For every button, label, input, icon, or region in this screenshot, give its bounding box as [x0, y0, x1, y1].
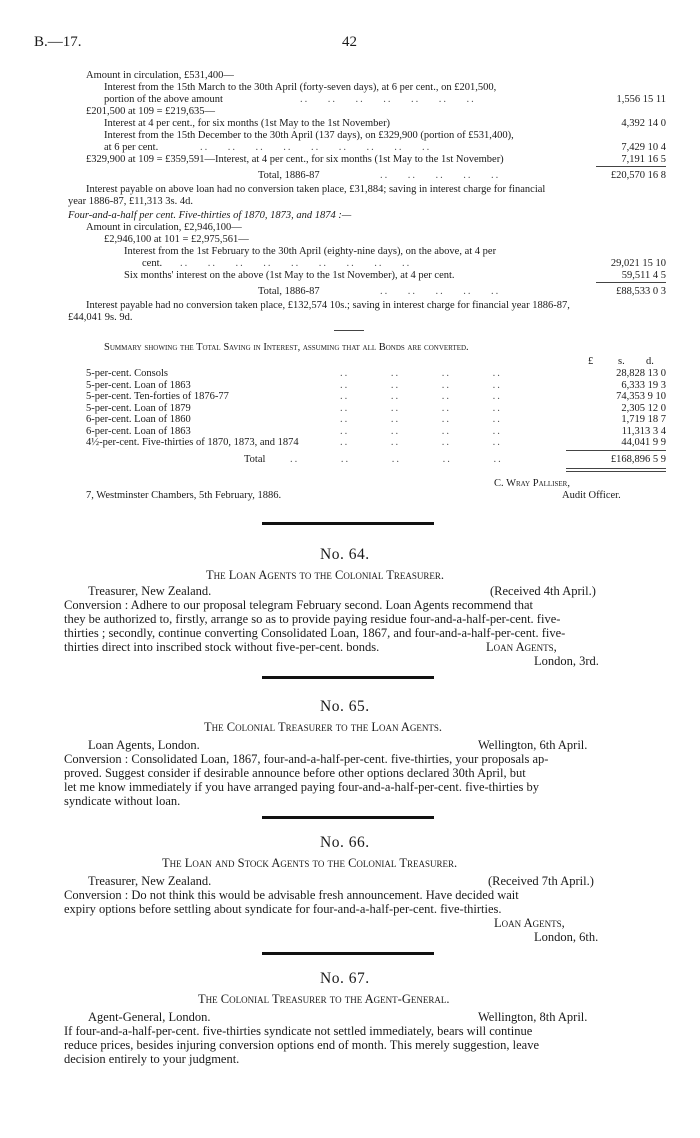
letter-line: they be authorized to, firstly, arrange so as to provide paying residue four-and-a-half-per-cent. five-	[64, 612, 561, 626]
amount-value: 4,392 14 0	[621, 118, 666, 129]
total-value: £20,570 16 8	[610, 170, 666, 181]
letter-signature: Loan Agents,	[486, 640, 557, 654]
summary-row-amount: 1,719 18 7	[621, 414, 666, 425]
letter-line: decision entirely to your judgment.	[64, 1052, 240, 1066]
col-shillings: s.	[618, 356, 625, 367]
letter-line: Conversion : Consolidated Loan, 1867, four-and-a-half-per-cent. five-thirties, your proposals ap-	[64, 752, 549, 766]
leader-dots: .. .. .. ..	[340, 402, 502, 414]
interest-line: Interest at 4 per cent., for six months (1st May to the 1st November)	[104, 118, 391, 129]
summary-title	[104, 342, 469, 354]
letter-line: let me know immediately if you have arranged paying four-and-a-half-per-cent. five-thirties by	[64, 780, 540, 794]
amount-value: 59,511 4 5	[621, 270, 666, 281]
total-value: £88,533 0 3	[616, 286, 666, 297]
letter-place: London, 3rd.	[534, 654, 599, 668]
letter-line: proved. Suggest consider if desirable announce before other options declared 30th April, but	[64, 766, 526, 780]
sum-rule	[566, 450, 666, 451]
interest-line: cent.	[142, 258, 163, 269]
paragraph-line: Interest payable had no conversion taken place, £132,574 10s.; saving in interest charge for financial year 1886-87,	[86, 300, 570, 311]
calculation-line: £2,946,100 at 101 = £2,975,561—	[104, 234, 249, 245]
summary-row-label: 5-per-cent. Loan of 1879	[86, 402, 191, 414]
summary-row-amount: 6,333 19 3	[621, 379, 666, 391]
letter-recipient: Treasurer, New Zealand.	[88, 584, 212, 598]
calculation-line: £329,900 at 109 = £359,591—Interest, at 4 per cent., for six months (1st May to the 1st November)	[86, 154, 504, 165]
leader-dots: .. .. .. ..	[340, 391, 502, 402]
amount-value: 7,191 16 5	[621, 154, 666, 165]
summary-row-label: 5-per-cent. Loan of 1863	[86, 379, 191, 391]
summary-total-value: £168,896 5 9	[610, 454, 666, 465]
page-number: 42	[342, 34, 357, 50]
letter-recipient: Loan Agents, London.	[88, 738, 200, 752]
section-rule	[262, 676, 434, 679]
letter-title: The Colonial Treasurer to the Agent-General.	[198, 992, 450, 1006]
letter-title: The Loan Agents to the Colonial Treasurer.	[206, 568, 445, 582]
interest-line: portion of the above amount	[104, 94, 223, 105]
summary-row-amount: 11,313 3 4	[621, 425, 666, 437]
section-rule	[262, 522, 434, 525]
leader-dots: .. .. .. ..	[340, 425, 502, 437]
summary-title-text: Summary showing the Total Saving in Interest, assuming that all Bonds are converted.	[104, 342, 469, 353]
letter-place: London, 6th.	[534, 930, 599, 944]
letter-number: No. 66.	[320, 834, 370, 851]
letter-received: Wellington, 6th April.	[478, 738, 588, 752]
summary-row-amount: 2,305 12 0	[621, 402, 666, 414]
short-divider	[334, 330, 364, 331]
summary-row-label: 5-per-cent. Consols	[86, 368, 169, 379]
interest-line: Six months' interest on the above (1st May to the 1st November), at 4 per cent.	[124, 270, 455, 281]
summary-row-amount: 44,041 9 9	[621, 437, 666, 448]
interest-line: Interest from the 15th December to the 30th April (137 days), on £329,900 (portion of £531,400),	[104, 130, 514, 141]
letter-signature: Loan Agents,	[494, 916, 565, 930]
summary-row-label: 4½-per-cent. Five-thirties of 1870, 1873, and 1874	[86, 437, 299, 448]
address-line: 7, Westminster Chambers, 5th February, 1886.	[86, 490, 282, 501]
letter-number: No. 65.	[320, 698, 370, 715]
paragraph-line: Interest payable on above loan had no conversion taken place, £31,884; saving in interest charge for financial	[86, 184, 546, 195]
amount-value: 1,556 15 11	[616, 94, 666, 105]
amount-value: 7,429 10 4	[621, 142, 666, 153]
letter-title: The Loan and Stock Agents to the Colonial Treasurer.	[162, 856, 458, 870]
total-label: Total, 1886-87	[258, 286, 320, 297]
leader-dots: .. .. .. ..	[340, 379, 502, 391]
total-label: Total, 1886-87	[258, 170, 320, 181]
summary-row-label: 6-per-cent. Loan of 1860	[86, 414, 191, 425]
sum-rule	[596, 166, 666, 167]
interest-line: Interest from the 1st February to the 30th April (eighty-nine days), on the above, at 4 per	[124, 246, 497, 257]
interest-line: Interest from the 15th March to the 30th April (forty-seven days), at 6 per cent., on £201,500,	[104, 82, 497, 93]
summary-total-label: Total	[244, 454, 266, 465]
letter-line: Conversion : Do not think this would be advisable fresh announcement. Have decided wait	[64, 888, 519, 902]
letter-recipient: Agent-General, London.	[88, 1010, 211, 1024]
leader-dots: .. .. .. .. .. .. ..	[300, 94, 476, 105]
paragraph-line: £44,041 9s. 9d.	[68, 312, 133, 323]
letter-received: Wellington, 8th April.	[478, 1010, 588, 1024]
letter-line: thirties ; secondly, continue converting Consolidated Loan, 1867, and four-and-a-half-per-cent. five-	[64, 626, 566, 640]
section-rule	[262, 952, 434, 955]
calculation-line: £201,500 at 109 = £219,635—	[86, 106, 215, 117]
document-code: B.—17.	[34, 34, 82, 50]
double-rule	[566, 468, 666, 469]
leader-dots: .. .. .. ..	[340, 437, 502, 448]
letter-line: Conversion : Adhere to our proposal telegram February second. Loan Agents recommend that	[64, 598, 533, 612]
amount-value: 29,021 15 10	[610, 258, 666, 269]
letter-recipient: Treasurer, New Zealand.	[88, 874, 212, 888]
interest-line: at 6 per cent.	[104, 142, 159, 153]
signer-name: C. Wray Palliser,	[494, 478, 570, 489]
letter-line: If four-and-a-half-per-cent. five-thirties syndicate not settled immediately, bears will continue	[64, 1024, 533, 1038]
signer-title: Audit Officer.	[562, 490, 621, 501]
section-rule	[262, 816, 434, 819]
letter-number: No. 64.	[320, 546, 370, 563]
summary-row-label: 6-per-cent. Loan of 1863	[86, 425, 191, 437]
letter-line: expiry options before settling about syndicate for four-and-a-half-per-cent. five-thirties.	[64, 902, 502, 916]
letter-line: syndicate without loan.	[64, 794, 181, 808]
double-rule	[566, 471, 666, 472]
summary-row-amount: 74,353 9 10	[616, 391, 666, 402]
letter-number: No. 67.	[320, 970, 370, 987]
letter-title: The Colonial Treasurer to the Loan Agents.	[204, 720, 443, 734]
leader-dots: .. .. .. .. ..	[380, 286, 501, 297]
summary-row-label: 5-per-cent. Ten-forties of 1876-77	[86, 391, 229, 402]
summary-row-amount: 28,828 13 0	[616, 368, 666, 379]
letter-line: thirties direct into inscribed stock without five-per-cent. bonds.	[64, 640, 380, 654]
circulation-line: Amount in circulation, £531,400—	[86, 70, 234, 81]
col-pounds: £	[588, 356, 594, 367]
leader-dots: .. .. .. .. .. .. .. .. ..	[200, 142, 432, 153]
col-pence: d.	[646, 356, 654, 367]
sum-rule	[596, 282, 666, 283]
leader-dots: .. .. .. .. ..	[290, 454, 503, 465]
leader-dots: .. .. .. .. .. .. .. .. ..	[180, 258, 412, 269]
leader-dots: .. .. .. ..	[340, 368, 502, 379]
paragraph-line: year 1886-87, £11,313 3s. 4d.	[68, 196, 194, 207]
circulation-line: Amount in circulation, £2,946,100—	[86, 222, 242, 233]
leader-dots: .. .. .. .. ..	[380, 170, 501, 181]
letter-line: reduce prices, besides injuring conversion options end of month. This merely suggestion, leave	[64, 1038, 540, 1052]
letter-received: (Received 4th April.)	[490, 584, 596, 598]
letter-received: (Received 7th April.)	[488, 874, 594, 888]
leader-dots: .. .. .. ..	[340, 414, 502, 425]
section-heading: Four-and-a-half per cent. Five-thirties of 1870, 1873, and 1874 :—	[68, 210, 352, 221]
